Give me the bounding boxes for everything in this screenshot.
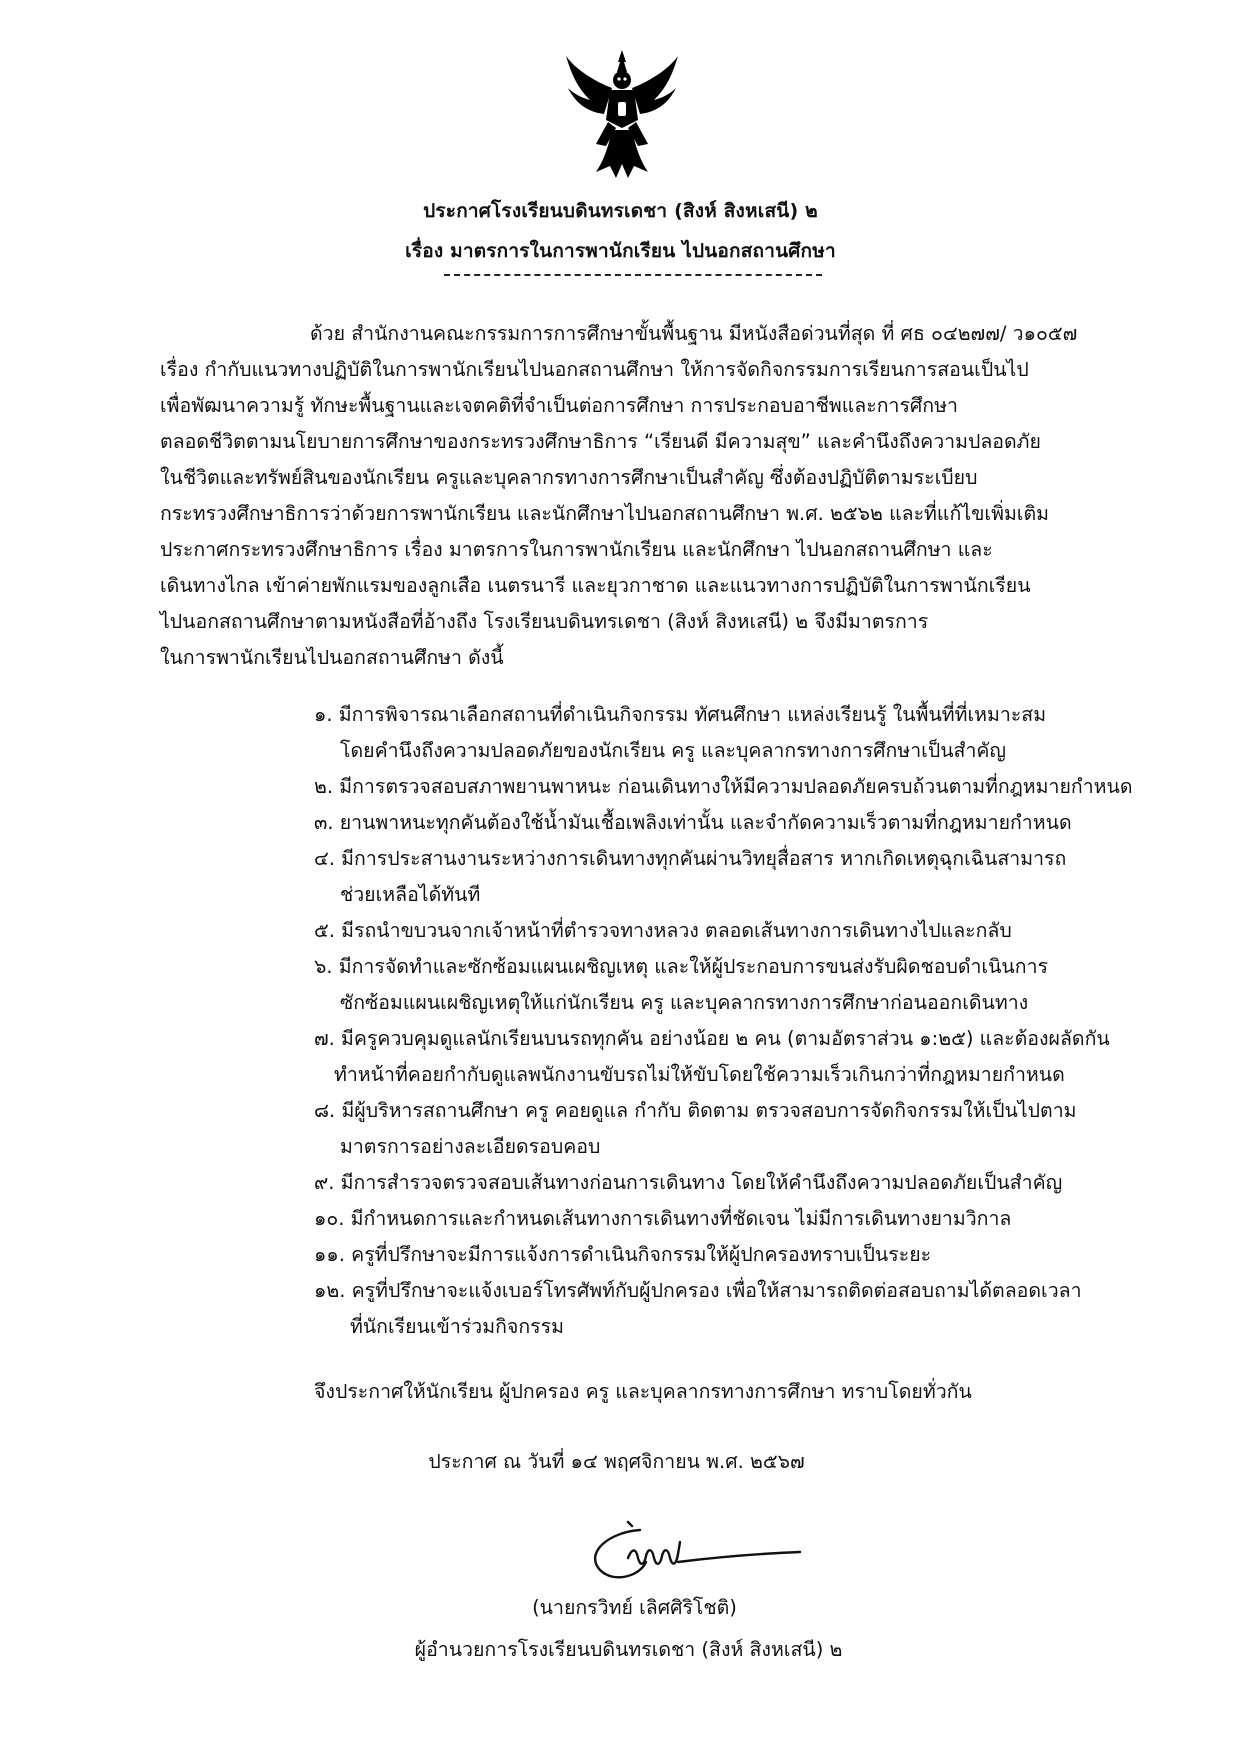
- measure-item-continued: ช่วยเหลือได้ทันที: [340, 883, 481, 906]
- signature-image: [570, 1518, 810, 1588]
- measure-item-continued: ซักซ้อมแผนเผชิญเหตุให้แก่นักเรียน ครู และบุคลากรทางการศึกษาก่อนออกเดินทาง: [340, 991, 1029, 1014]
- measure-item: ๕. มีรถนำขบวนจากเจ้าหน้าที่ตำรวจทางหลวง ตลอดเส้นทางการเดินทางไปและกลับ: [314, 919, 1012, 942]
- garuda-emblem-icon: [560, 48, 684, 180]
- measure-item: ๑๑. ครูที่ปรึกษาจะมีการแจ้งการดำเนินกิจกรรมให้ผู้ปกครองทราบเป็นระยะ: [314, 1243, 932, 1266]
- measure-item-continued: มาตรการอย่างละเอียดรอบคอบ: [340, 1135, 601, 1158]
- measure-item-continued: ทำหน้าที่คอยกำกับดูแลพนักงานขับรถไม่ให้ขับโดยใช้ความเร็วเกินกว่าที่กฎหมายกำหนด: [334, 1063, 1065, 1086]
- dashed-divider: [444, 274, 822, 276]
- announcement-date: ประกาศ ณ วันที่ ๑๔ พฤศจิกายน พ.ศ. ๒๕๖๗: [428, 1450, 805, 1473]
- signer-name: (นายกรวิทย์ เลิศศิริโชติ): [532, 1596, 737, 1619]
- measure-item: ๒. มีการตรวจสอบสภาพยานพาหนะ ก่อนเดินทางให้มีความปลอดภัยครบถ้วนตามที่กฎหมายกำหนด: [314, 775, 1133, 798]
- measure-item: ๓. ยานพาหนะทุกคันต้องใช้น้ำมันเชื้อเพลิงเท่านั้น และจำกัดความเร็วตามที่กฎหมายกำหนด: [314, 811, 1072, 834]
- closing-statement: จึงประกาศให้นักเรียน ผู้ปกครอง ครู และบุคลากรทางการศึกษา ทราบโดยทั่วกัน: [314, 1380, 972, 1403]
- body-line: เพื่อพัฒนาความรู้ ทักษะพื้นฐานและเจตคติที่จำเป็นต่อการศึกษา การประกอบอาชีพและการศึกษา: [160, 394, 958, 417]
- announcement-title: ประกาศโรงเรียนบดินทรเดชา (สิงห์ สิงหเสนี) ๒: [423, 200, 818, 222]
- measure-item: ๙. มีการสำรวจตรวจสอบเส้นทางก่อนการเดินทาง โดยให้คำนึงถึงความปลอดภัยเป็นสำคัญ: [314, 1171, 1063, 1194]
- body-line: เรื่อง กำกับแนวทางปฏิบัติในการพานักเรียนไปนอกสถานศึกษา ให้การจัดกิจกรรมการเรียนการสอนเป็นไป: [160, 358, 1029, 381]
- signer-title: ผู้อำนวยการโรงเรียนบดินทรเดชา (สิงห์ สิงหเสนี) ๒: [414, 1638, 843, 1661]
- body-line: เดินทางไกล เข้าค่ายพักแรมของลูกเสือ เนตรนารี และยุวกาชาด และแนวทางการปฏิบัติในการพานักเรียน: [160, 574, 1031, 597]
- body-line: ในการพานักเรียนไปนอกสถานศึกษา ดังนี้: [160, 646, 504, 669]
- measure-item: ๗. มีครูควบคุมดูแลนักเรียนบนรถทุกคัน อย่างน้อย ๒ คน (ตามอัตราส่วน ๑:๒๕) และต้องผลัดกัน: [314, 1027, 1110, 1050]
- measure-item: ๔. มีการประสานงานระหว่างการเดินทางทุกคันผ่านวิทยุสื่อสาร หากเกิดเหตุฉุกเฉินสามารถ: [314, 847, 1067, 870]
- measure-item: ๖. มีการจัดทำและซักซ้อมแผนเผชิญเหตุ และให้ผู้ประกอบการขนส่งรับผิดชอบดำเนินการ: [314, 955, 1048, 978]
- body-line: ตลอดชีวิตตามนโยบายการศึกษาของกระทรวงศึกษาธิการ “เรียนดี มีความสุข” และคำนึงถึงความปลอดภัย: [160, 430, 1041, 453]
- body-line: ไปนอกสถานศึกษาตามหนังสือที่อ้างถึง โรงเรียนบดินทรเดชา (สิงห์ สิงหเสนี) ๒ จึงมีมาตรการ: [160, 610, 929, 633]
- body-line: ในชีวิตและทรัพย์สินของนักเรียน ครูและบุคลากรทางการศึกษาเป็นสำคัญ ซึ่งต้องปฏิบัติตามระเบียบ: [160, 466, 978, 489]
- body-line: กระทรวงศึกษาธิการว่าด้วยการพานักเรียน และนักศึกษาไปนอกสถานศึกษา พ.ศ. ๒๕๖๒ และที่แก้ไขเพิ่มเติม: [160, 502, 1049, 525]
- measure-item-continued: โดยคำนึงถึงความปลอดภัยของนักเรียน ครู และบุคลากรทางการศึกษาเป็นสำคัญ: [340, 739, 1007, 762]
- body-line: ด้วย สำนักงานคณะกรรมการการศึกษาขั้นพื้นฐาน มีหนังสือด่วนที่สุด ที่ ศธ ๐๔๒๗๗/ ว๑๐๕๗: [310, 322, 1078, 345]
- measure-item: ๑. มีการพิจารณาเลือกสถานที่ดำเนินกิจกรรม ทัศนศึกษา แหล่งเรียนรู้ ในพื้นที่ที่เหมาะสม: [314, 703, 1047, 726]
- announcement-subject: เรื่อง มาตรการในการพานักเรียน ไปนอกสถานศึกษา: [405, 240, 836, 262]
- measure-item: ๘. มีผู้บริหารสถานศึกษา ครู คอยดูแล กำกับ ติดตาม ตรวจสอบการจัดกิจกรรมให้เป็นไปตาม: [314, 1099, 1077, 1122]
- measure-item-continued: ที่นักเรียนเข้าร่วมกิจกรรม: [350, 1315, 564, 1338]
- body-line: ประกาศกระทรวงศึกษาธิการ เรื่อง มาตรการในการพานักเรียน และนักศึกษา ไปนอกสถานศึกษา และ: [160, 538, 993, 561]
- measure-item: ๑๐. มีกำหนดการและกำหนดเส้นทางการเดินทางที่ชัดเจน ไม่มีการเดินทางยามวิกาล: [314, 1207, 1012, 1230]
- measure-item: ๑๒. ครูที่ปรึกษาจะแจ้งเบอร์โทรศัพท์กับผู้ปกครอง เพื่อให้สามารถติดต่อสอบถามได้ตลอดเวลา: [314, 1279, 1082, 1302]
